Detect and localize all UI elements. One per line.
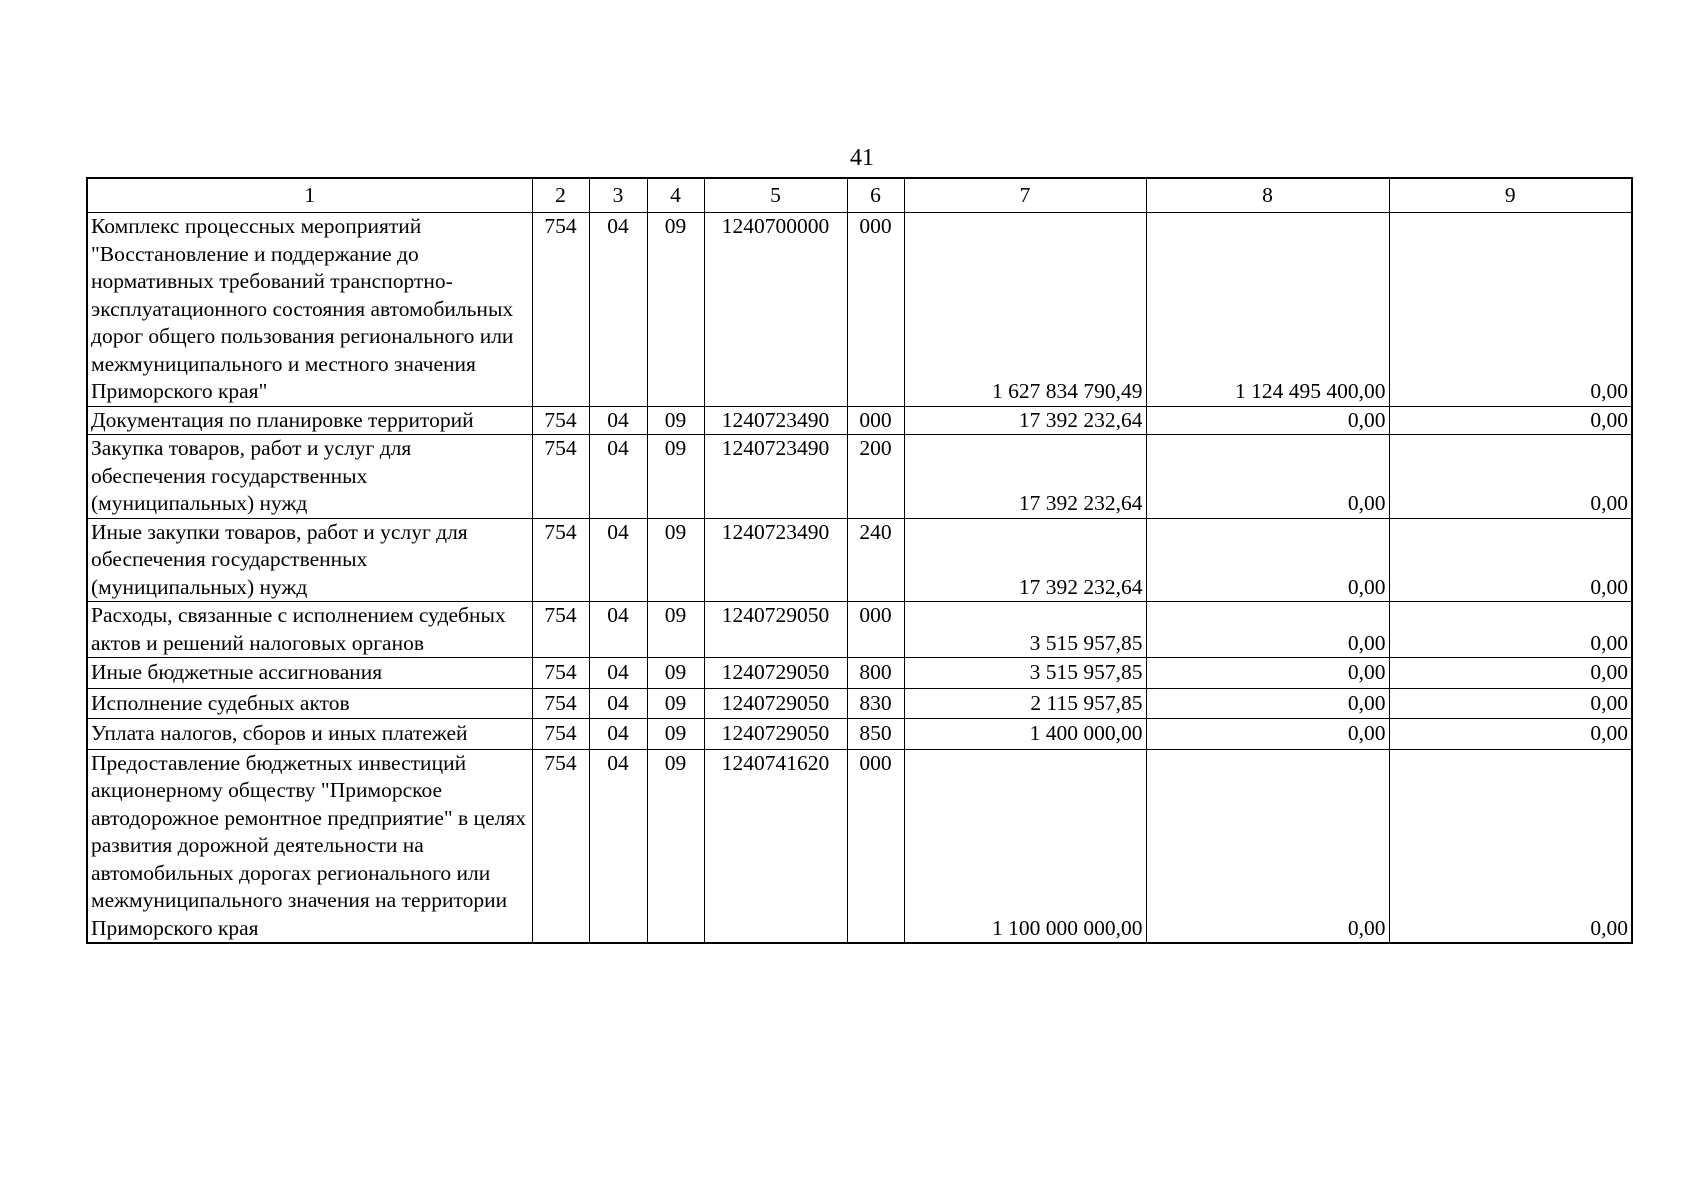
row-code-4: 09 [647,406,704,435]
row-code-6: 000 [847,406,904,435]
row-amount-9: 0,00 [1389,602,1632,658]
column-header: 4 [647,178,704,213]
row-code-6: 000 [847,602,904,658]
row-amount-7: 17 392 232,64 [904,406,1146,435]
row-name: Иные бюджетные ассигнования [87,658,532,689]
row-code-4: 09 [647,749,704,943]
column-header: 2 [532,178,589,213]
row-amount-9: 0,00 [1389,213,1632,407]
row-name: Исполнение судебных актов [87,688,532,719]
table-row [87,518,1632,602]
row-amount-9: 0,00 [1389,719,1632,750]
page-number: 41 [850,145,874,171]
row-amount-8: 1 124 495 400,00 [1146,213,1389,407]
row-amount-9: 0,00 [1389,518,1632,602]
row-amount-9: 0,00 [1389,658,1632,689]
row-code-3: 04 [589,658,647,689]
row-code-5: 1240729050 [704,719,847,750]
row-amount-7: 17 392 232,64 [904,518,1146,602]
table-row [87,719,1632,750]
row-code-2: 754 [532,213,589,407]
row-code-5: 1240729050 [704,658,847,689]
row-code-3: 04 [589,213,647,407]
row-amount-7: 2 115 957,85 [904,688,1146,719]
row-amount-8: 0,00 [1146,719,1389,750]
row-code-4: 09 [647,435,704,519]
row-code-5: 1240723490 [704,406,847,435]
row-code-6: 830 [847,688,904,719]
row-code-2: 754 [532,602,589,658]
row-code-5: 1240723490 [704,435,847,519]
row-code-5: 1240729050 [704,602,847,658]
row-amount-8: 0,00 [1146,406,1389,435]
row-amount-7: 1 627 834 790,49 [904,213,1146,407]
row-amount-7: 3 515 957,85 [904,658,1146,689]
column-header: 3 [589,178,647,213]
row-name: Комплекс процессных мероприятий "Восстановление и поддержание до нормативных требований транспортно-эксплуатационного состояния автомобильных дорог общего пользования регионального или межмуниципального и местного значения Приморского края" [87,213,532,407]
row-name: Документация по планировке территорий [87,406,532,435]
row-amount-9: 0,00 [1389,749,1632,943]
table-row [87,602,1632,658]
column-header: 5 [704,178,847,213]
row-code-4: 09 [647,602,704,658]
row-code-4: 09 [647,213,704,407]
row-amount-8: 0,00 [1146,518,1389,602]
row-amount-8: 0,00 [1146,658,1389,689]
row-code-2: 754 [532,658,589,689]
row-amount-9: 0,00 [1389,406,1632,435]
row-name: Иные закупки товаров, работ и услуг для обеспечения государственных (муниципальных) нужд [87,518,532,602]
column-number-row [87,178,1632,213]
row-code-2: 754 [532,749,589,943]
row-code-6: 800 [847,658,904,689]
row-name: Расходы, связанные с исполнением судебных актов и решений налоговых органов [87,602,532,658]
row-code-5: 1240723490 [704,518,847,602]
row-code-2: 754 [532,518,589,602]
table-row [87,658,1632,689]
row-code-6: 240 [847,518,904,602]
row-code-3: 04 [589,518,647,602]
row-amount-7: 17 392 232,64 [904,435,1146,519]
row-code-2: 754 [532,719,589,750]
table-row [87,435,1632,519]
row-amount-8: 0,00 [1146,749,1389,943]
row-code-3: 04 [589,435,647,519]
row-amount-8: 0,00 [1146,435,1389,519]
row-code-5: 1240741620 [704,749,847,943]
row-amount-9: 0,00 [1389,435,1632,519]
row-code-3: 04 [589,719,647,750]
row-name: Предоставление бюджетных инвестиций акционерному обществу "Приморское автодорожное ремонтное предприятие" в целях развития дорожной деятельности на автомобильных дорогах регионального или межмуниципального значения на территории Приморского края [87,749,532,943]
row-code-3: 04 [589,749,647,943]
row-name: Закупка товаров, работ и услуг для обеспечения государственных (муниципальных) нужд [87,435,532,519]
row-code-6: 850 [847,719,904,750]
row-code-4: 09 [647,518,704,602]
row-name: Уплата налогов, сборов и иных платежей [87,719,532,750]
row-code-3: 04 [589,602,647,658]
row-code-3: 04 [589,688,647,719]
row-amount-8: 0,00 [1146,602,1389,658]
column-header: 6 [847,178,904,213]
row-code-5: 1240729050 [704,688,847,719]
table-row [87,406,1632,435]
table-row [87,749,1632,943]
row-code-2: 754 [532,435,589,519]
row-code-4: 09 [647,658,704,689]
row-amount-7: 1 400 000,00 [904,719,1146,750]
row-code-4: 09 [647,688,704,719]
table-row [87,688,1632,719]
column-header: 9 [1389,178,1632,213]
row-amount-7: 3 515 957,85 [904,602,1146,658]
row-amount-7: 1 100 000 000,00 [904,749,1146,943]
budget-table [86,177,1633,944]
row-code-6: 000 [847,749,904,943]
row-code-6: 200 [847,435,904,519]
column-header: 1 [87,178,532,213]
row-code-3: 04 [589,406,647,435]
row-code-5: 1240700000 [704,213,847,407]
row-code-6: 000 [847,213,904,407]
row-amount-9: 0,00 [1389,688,1632,719]
column-header: 8 [1146,178,1389,213]
table-row [87,213,1632,407]
row-code-2: 754 [532,406,589,435]
column-header: 7 [904,178,1146,213]
row-code-4: 09 [647,719,704,750]
row-code-2: 754 [532,688,589,719]
row-amount-8: 0,00 [1146,688,1389,719]
